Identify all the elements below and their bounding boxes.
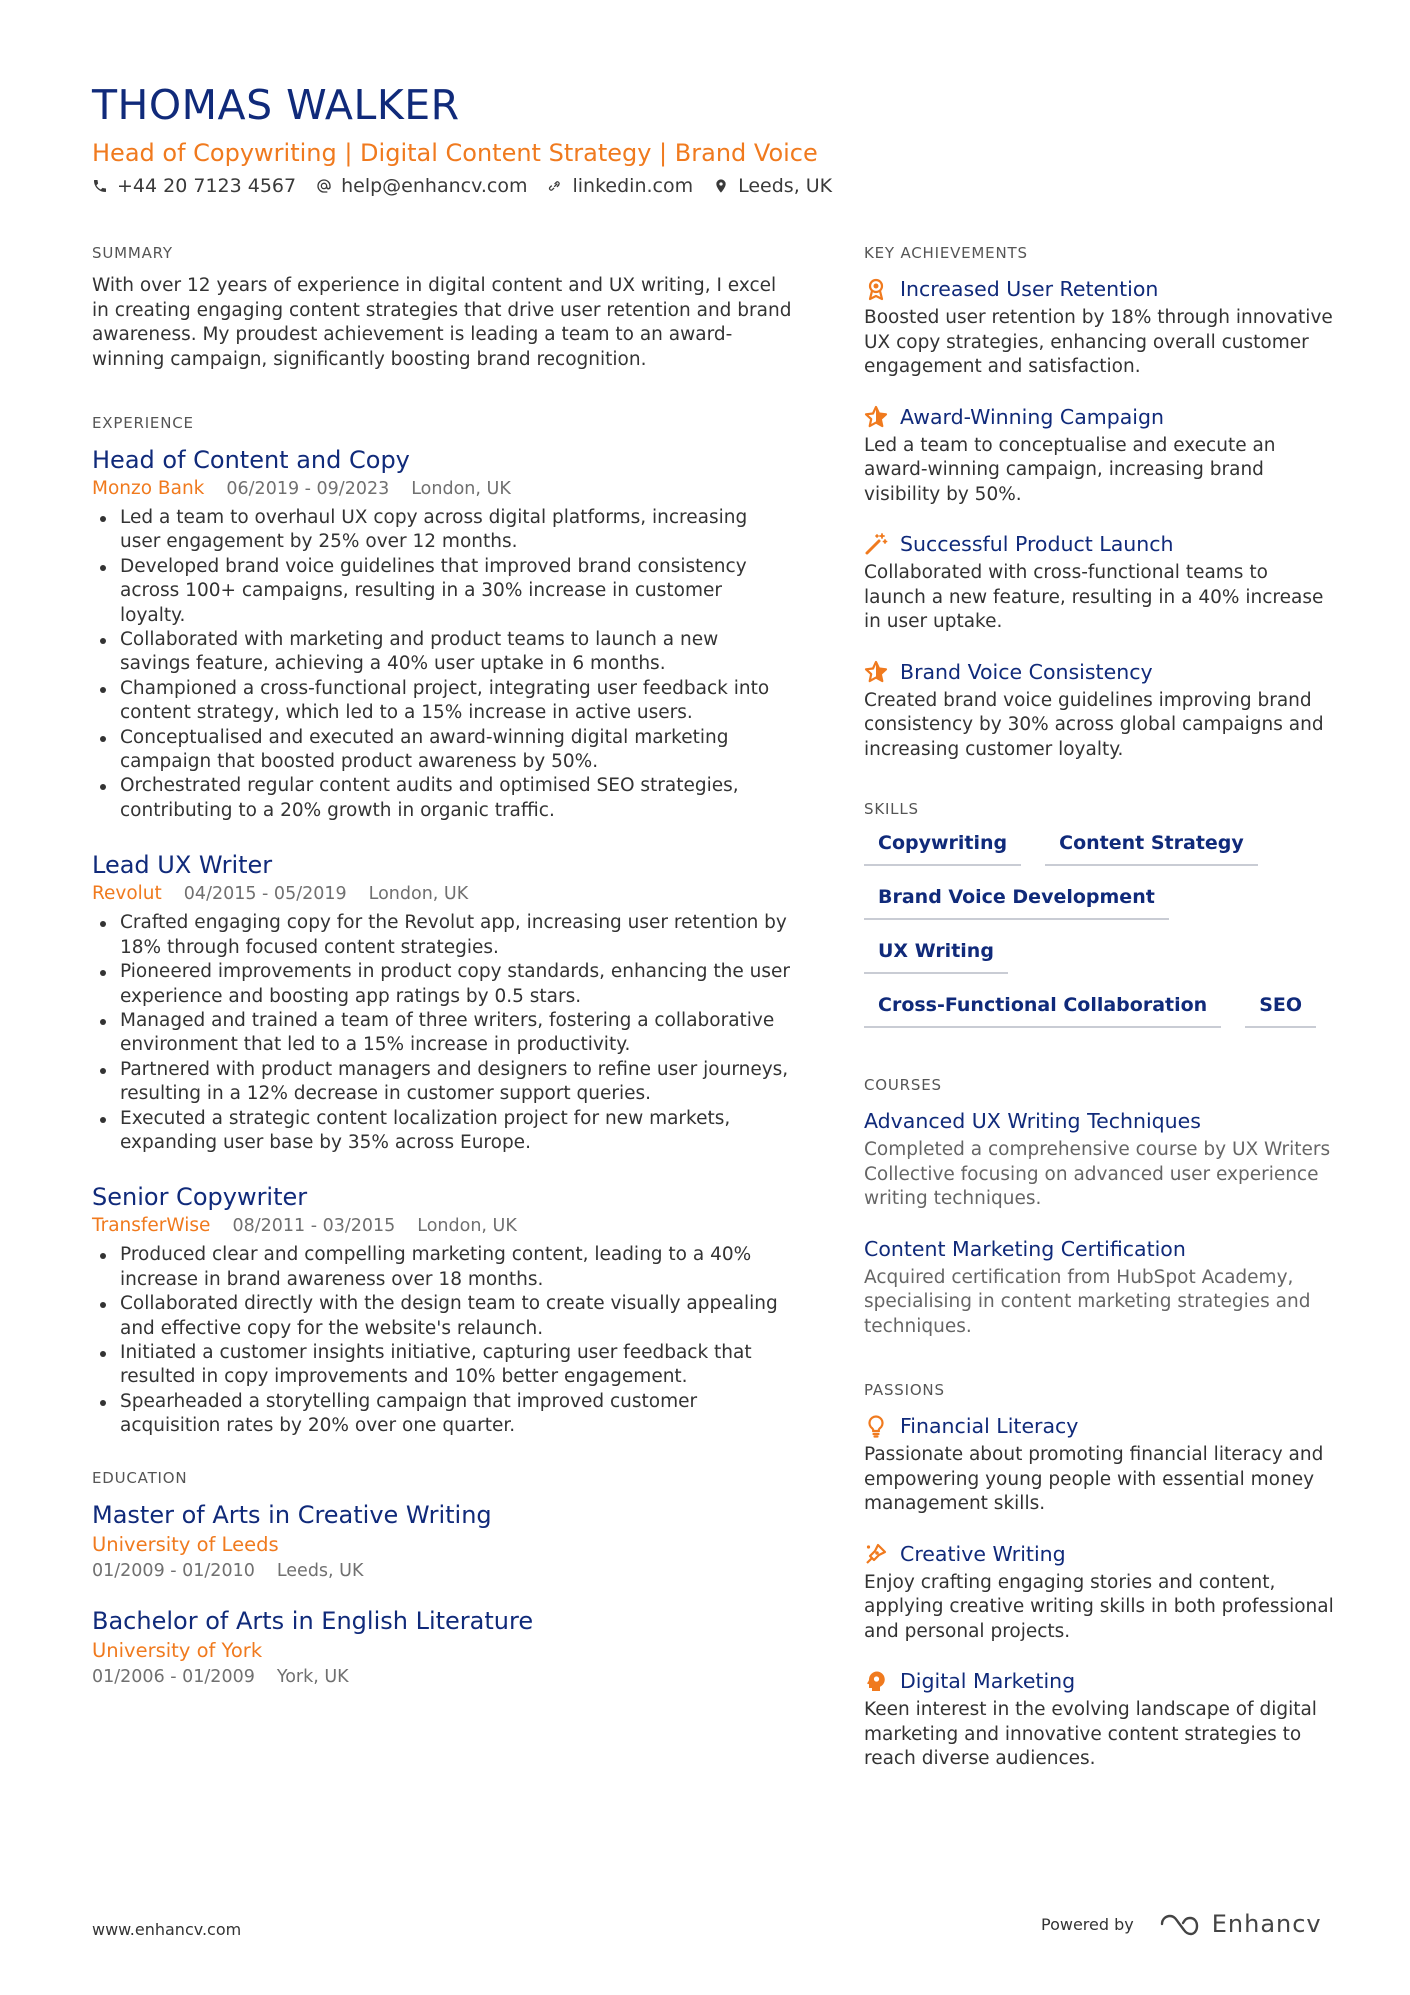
experience-heading: EXPERIENCE xyxy=(92,414,194,432)
skill-tag: Content Strategy xyxy=(1045,830,1258,866)
job-entry xyxy=(92,1181,792,1438)
achievement-title: Successful Product Launch xyxy=(900,532,1174,556)
experience-section xyxy=(92,412,792,1439)
job-bullets xyxy=(92,506,792,823)
candidate-name: THOMAS WALKER xyxy=(92,81,460,129)
skills-section xyxy=(864,798,1334,1028)
passion-item xyxy=(864,1666,1334,1772)
location-pin-icon xyxy=(713,178,729,194)
skill-tag: Cross-Functional Collaboration xyxy=(864,992,1221,1028)
skill-tag: SEO xyxy=(1245,992,1316,1028)
skill-tag: UX Writing xyxy=(864,938,1008,974)
job-dates: 06/2019 - 09/2023 xyxy=(226,479,390,499)
headline: Head of Copywriting | Digital Content Strategy | Brand Voice xyxy=(92,139,818,167)
achievement-text: Created brand voice guidelines improving brand consistency by 30% across global campaigns and increasing customer loyalty. xyxy=(864,689,1324,760)
link-icon xyxy=(547,178,563,194)
location-text: Leeds, UK xyxy=(738,175,833,197)
achievement-header xyxy=(864,657,1334,687)
achievement-item xyxy=(864,402,1334,508)
job-title: Lead UX Writer xyxy=(92,851,273,880)
job-title: Senior Copywriter xyxy=(92,1183,308,1212)
course-title: Content Marketing Certification xyxy=(864,1236,1186,1261)
achievement-header xyxy=(864,402,1334,432)
pen-nib-icon xyxy=(864,1542,888,1566)
school-name: University of York xyxy=(92,1638,263,1662)
contact-email[interactable] xyxy=(316,172,527,200)
passion-item xyxy=(864,1539,1334,1645)
bullet-item: Produced clear and compelling marketing content, leading to a 40% increase in brand awareness over 18 months. xyxy=(92,1243,792,1292)
education-location: Leeds, UK xyxy=(276,1560,364,1581)
contact-location xyxy=(713,172,832,200)
degree-title: Bachelor of Arts in English Literature xyxy=(92,1606,534,1635)
bullet-item: Championed a cross-functional project, integrating user feedback into content strategy, which led to a 15% increase in active users. xyxy=(92,677,792,726)
bullet-item: Managed and trained a team of three writers, fostering a collaborative environment that led to a 15% increase in productivity. xyxy=(92,1009,792,1058)
summary-section xyxy=(92,242,792,372)
brand-name: Enhancv xyxy=(1211,1910,1322,1938)
job-location: London, UK xyxy=(411,479,511,499)
bullet-item: Collaborated directly with the design team to create visually appealing and effective copy for the website's relaunch. xyxy=(92,1292,792,1341)
achievement-header xyxy=(864,529,1334,559)
achievement-text: Boosted user retention by 18% through innovative UX copy strategies, enhancing overall customer engagement and satisfaction. xyxy=(864,307,1333,377)
bullet-item: Orchestrated regular content audits and optimised SEO strategies, contributing to a 20% growth in organic traffic. xyxy=(92,774,792,823)
achievements-section xyxy=(864,242,1334,762)
bullet-item: Collaborated with marketing and product teams to launch a new savings feature, achieving a 40% user uptake in 6 months. xyxy=(92,628,792,677)
summary-heading: SUMMARY xyxy=(92,244,173,262)
education-dates: 01/2006 - 01/2009 xyxy=(92,1666,255,1687)
skills-list xyxy=(864,830,1334,1028)
passion-title: Creative Writing xyxy=(900,1541,1066,1566)
company-name: Monzo Bank xyxy=(92,478,205,499)
job-entry xyxy=(92,849,792,1155)
passion-header xyxy=(864,1411,1334,1441)
bullet-item: Initiated a customer insights initiative, capturing user feedback that resulted in copy improvements and 10% better engagement. xyxy=(92,1341,792,1390)
education-entry xyxy=(92,1499,792,1583)
contact-phone[interactable] xyxy=(92,172,296,200)
degree-title: Master of Arts in Creative Writing xyxy=(92,1500,492,1529)
job-dates: 04/2015 - 05/2019 xyxy=(183,884,347,905)
achievement-text: Led a team to conceptualise and execute an award-winning campaign, increasing brand visibility by 50%. xyxy=(864,434,1276,505)
achievement-item xyxy=(864,274,1334,380)
passions-section xyxy=(864,1379,1334,1772)
passion-text: Keen interest in the evolving landscape of digital marketing and innovative content strategies to reach diverse audiences. xyxy=(864,1699,1317,1769)
passion-item xyxy=(864,1411,1334,1517)
job-entry xyxy=(92,444,792,823)
bullet-item: Crafted engaging copy for the Revolut app, increasing user retention by 18% through focused content strategies. xyxy=(92,911,792,960)
bullet-item: Spearheaded a storytelling campaign that improved customer acquisition rates by 20% over one quarter. xyxy=(92,1390,792,1439)
at-icon xyxy=(316,178,332,194)
lightbulb-icon xyxy=(864,1414,888,1438)
company-name: TransferWise xyxy=(92,1215,211,1237)
achievement-text: Collaborated with cross-functional teams to launch a new feature, resulting in a 40% increase in user uptake. xyxy=(864,562,1324,632)
education-heading: EDUCATION xyxy=(92,1468,188,1487)
bullet-item: Executed a strategic content localization project for new markets, expanding user base by 35% across Europe. xyxy=(92,1107,792,1156)
courses-heading: COURSES xyxy=(864,1076,942,1094)
phone-icon xyxy=(92,178,108,194)
skills-heading: SKILLS xyxy=(864,800,919,818)
course-text: Acquired certification from HubSpot Academy, specialising in content marketing strategies and techniques. xyxy=(864,1266,1311,1337)
achievement-title: Brand Voice Consistency xyxy=(900,659,1153,684)
job-meta xyxy=(92,1213,792,1239)
education-dates: 01/2009 - 01/2010 xyxy=(92,1560,255,1581)
bullet-item: Developed brand voice guidelines that improved brand consistency across 100+ campaigns, resulting in a 30% increase in customer loyalty. xyxy=(92,555,792,628)
achievement-item xyxy=(864,529,1334,635)
job-location: London, UK xyxy=(368,884,469,905)
passion-text: Enjoy crafting engaging stories and content, applying creative writing skills in both professional and personal projects. xyxy=(864,1571,1334,1642)
achievements-heading: KEY ACHIEVEMENTS xyxy=(864,244,1028,262)
passion-header xyxy=(864,1539,1334,1569)
achievement-title: Increased User Retention xyxy=(900,277,1159,301)
footer-brand xyxy=(1041,1910,1322,1938)
company-name: Revolut xyxy=(92,883,162,905)
passion-title: Financial Literacy xyxy=(900,1414,1079,1438)
star-icon xyxy=(864,660,888,684)
job-meta xyxy=(92,476,792,502)
head-idea-icon xyxy=(864,1669,888,1693)
job-dates: 08/2011 - 03/2015 xyxy=(232,1216,396,1237)
bullet-item: Pioneered improvements in product copy standards, enhancing the user experience and boosting app ratings by 0.5 stars. xyxy=(92,960,792,1009)
star-icon xyxy=(864,405,888,429)
education-meta xyxy=(92,1559,792,1583)
bullet-item: Conceptualised and executed an award-winning digital marketing campaign that boosted product awareness by 50%. xyxy=(92,726,792,775)
skill-tag: Copywriting xyxy=(864,830,1021,866)
course-item xyxy=(864,1106,1334,1212)
skill-tag: Brand Voice Development xyxy=(864,884,1169,920)
job-bullets xyxy=(92,1243,792,1438)
achievement-header xyxy=(864,274,1334,304)
award-icon xyxy=(864,277,888,301)
linkedin-text: linkedin.com xyxy=(572,175,694,197)
left-column xyxy=(92,242,792,1729)
enhancv-logo-icon xyxy=(1158,1910,1204,1938)
footer-website[interactable]: www.enhancv.com xyxy=(92,1920,242,1939)
job-meta xyxy=(92,881,792,907)
achievement-item xyxy=(864,657,1334,763)
bullet-item: Partnered with product managers and designers to refine user journeys, resulting in a 12% decrease in customer support queries. xyxy=(92,1058,792,1107)
passions-heading: PASSIONS xyxy=(864,1381,945,1399)
achievement-title: Award-Winning Campaign xyxy=(900,404,1165,429)
passion-text: Passionate about promoting financial literacy and empowering young people with essential money management skills. xyxy=(864,1444,1324,1514)
contact-bar xyxy=(92,172,832,200)
education-location: York, UK xyxy=(276,1666,349,1687)
email-text: help@enhancv.com xyxy=(341,175,528,197)
education-entry xyxy=(92,1605,792,1689)
school-name: University of Leeds xyxy=(92,1532,279,1556)
education-meta xyxy=(92,1665,792,1689)
job-location: London, UK xyxy=(417,1216,517,1237)
course-item xyxy=(864,1234,1334,1340)
passion-header xyxy=(864,1666,1334,1696)
job-title: Head of Content and Copy xyxy=(92,446,410,474)
job-bullets xyxy=(92,911,792,1155)
enhancv-logo[interactable] xyxy=(1158,1910,1322,1938)
passion-title: Digital Marketing xyxy=(900,1669,1076,1693)
course-text: Completed a comprehensive course by UX Writers Collective focusing on advanced user experience writing techniques. xyxy=(864,1139,1331,1209)
education-section xyxy=(92,1467,792,1689)
courses-section xyxy=(864,1074,1334,1339)
course-title: Advanced UX Writing Techniques xyxy=(864,1109,1201,1133)
contact-linkedin[interactable] xyxy=(547,172,693,200)
bullet-item: Led a team to overhaul UX copy across digital platforms, increasing user engagement by 25% over 12 months. xyxy=(92,506,792,555)
powered-by-label: Powered by xyxy=(1041,1914,1134,1934)
phone-text: +44 20 7123 4567 xyxy=(117,175,297,197)
summary-text: With over 12 years of experience in digital content and UX writing, I excel in creating engaging content strategies that drive user retention and brand awareness. My proudest achievement is leading a team to an award-winning campaign, significantly boosting brand recognition. xyxy=(92,275,792,370)
magic-wand-icon xyxy=(864,532,888,556)
right-column xyxy=(864,242,1334,1812)
